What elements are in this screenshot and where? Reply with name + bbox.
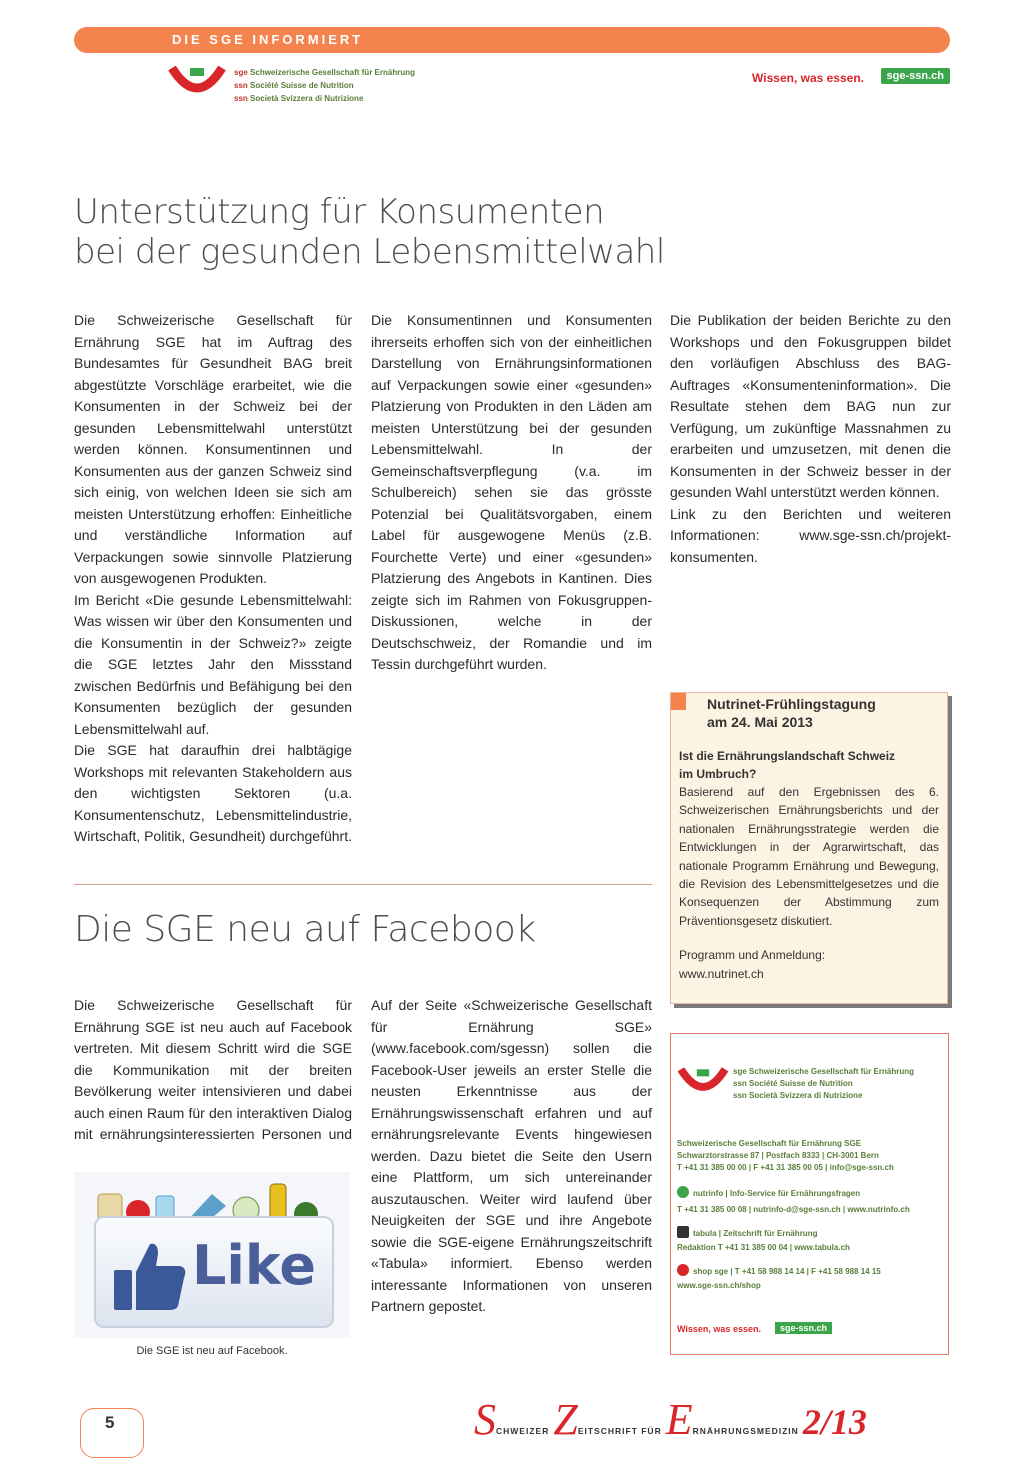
ad-address-title: Schweizerische Gesellschaft für Ernährung SGE xyxy=(677,1139,862,1148)
ad-tagline: Wissen, was essen. xyxy=(677,1324,761,1334)
paragraph: Die SGE hat daraufhin drei halbtägige Workshops mit relevanten Stakeholdern aus den wichtigsten Sektoren (u.a. Konsumentenschutz, Lebensmittelindustrie, Wirtschaft, Politik, Gesundheit) durchgeführt. xyxy=(74,742,352,844)
sge-logo xyxy=(168,62,488,106)
article-title: Die SGE neu auf Facebook xyxy=(74,909,536,950)
sge-logo-mark-icon xyxy=(677,1064,729,1094)
article-column-2 xyxy=(371,310,652,676)
event-question-line: im Umbruch? xyxy=(679,767,757,781)
logo-name: Società Svizzera di Nutrizione xyxy=(749,1091,863,1100)
ad-shop-url[interactable]: www.sge-ssn.ch/shop xyxy=(677,1281,761,1290)
article-title-line: Unterstützung für Konsumenten xyxy=(74,192,605,232)
logo-abbr: sge xyxy=(234,68,248,77)
sge-ad-box xyxy=(670,1033,949,1355)
journal-issue: 2/13 xyxy=(802,1402,867,1442)
journal-word: EITSCHRIFT FÜR xyxy=(577,1426,662,1436)
logo-name: Società Svizzera di Nutrizione xyxy=(250,94,364,103)
image-caption: Die SGE ist neu auf Facebook. xyxy=(136,1345,288,1357)
ad-website-pill[interactable]: sge-ssn.ch xyxy=(775,1322,832,1334)
logo-abbr: ssn xyxy=(234,81,248,90)
section-banner: DIE SGE INFORMIERT xyxy=(74,27,950,53)
event-link-label: Programm und Anmeldung: xyxy=(679,948,826,963)
logo-abbr: sge xyxy=(733,1067,747,1076)
event-title-line: Nutrinet-Frühlingstagung xyxy=(707,696,876,712)
ad-address: Schwarztorstrasse 87 | Postfach 8333 | CH-3001 Bern xyxy=(677,1151,879,1160)
journal-word: RNÄHRUNGSMEDIZIN xyxy=(692,1426,799,1436)
ad-contact: T +41 31 385 00 00 | F +41 31 385 00 05 | info@sge-ssn.ch xyxy=(677,1163,894,1172)
paragraph: Link zu den Berichten und weiteren Informationen: www.sge-ssn.ch/projekt-konsumenten. xyxy=(670,505,951,565)
shop-cart-icon xyxy=(677,1264,689,1276)
logo-name: Société Suisse de Nutrition xyxy=(250,81,354,90)
event-box xyxy=(670,692,948,1004)
event-title-line: am 24. Mai 2013 xyxy=(707,714,813,730)
logo-name: Société Suisse de Nutrition xyxy=(749,1079,853,1088)
article-title-line: bei der gesunden Lebensmittelwahl xyxy=(74,232,665,272)
ad-tabula-contact: Redaktion T +41 31 385 00 04 | www.tabula.ch xyxy=(677,1243,850,1252)
journal-initial: Z xyxy=(553,1395,578,1444)
logo-tagline: Wissen, was essen. xyxy=(752,71,864,85)
journal-initial: S xyxy=(474,1395,496,1444)
article-column-2 xyxy=(371,995,652,1318)
logo-abbr: ssn xyxy=(733,1079,747,1088)
event-title xyxy=(707,695,939,731)
like-label: Like xyxy=(192,1234,317,1297)
article-column-1 xyxy=(74,995,352,1145)
paragraph: Auf der Seite «Schweizerische Gesellschaft für Ernährung SGE» (www.facebook.com/sgessn) sollen die Facebook-User jeweils an erster Stelle die neusten Erkenntnisse aus der Ernährungswissenschaft erfahren und auf ernährungsrelevante Events hingewiesen werden. Dazu bietet die Seite den Usern eine Plattform, um sich untereinander auszutauschen. Weiter wird laufend über Neuigkeiten der SGE und ihre Angebote sowie die SGE-eigene Ernährungszeitschrift «Tabula» informiert. Ebenso werden interessante Informationen von unseren Partnern gepostet. xyxy=(371,997,652,1314)
paragraph: Die Konsumentinnen und Konsumenten ihrerseits erhoffen sich von der einheitlichen Darstellung von Ernährungsinformationen auf Verpackungen sowie einer «gesunden» Platzierung von Produkten in den Läden am meisten Unterstützung bei der gesunden Lebensmittelwahl. In der Gemeinschaftsverpflegung (v.a. im Schulbereich) sehen sie das grösste Potenzial bei Qualitätsvorgaben, einem Label für ausgewogene Menüs (z.B. Fourchette Verte) und einer «gesunden» Platzierung des Angebots in Kantinen. Dies zeigte sich im Rahmen von Fokusgruppen-Diskussionen, welche in der Deutschschweiz, der Romandie und im Tessin durchgeführt wurden. xyxy=(371,312,652,672)
thumbs-up-icon xyxy=(110,1234,190,1314)
logo-abbr: ssn xyxy=(733,1091,747,1100)
journal-title xyxy=(474,1394,954,1444)
event-body: Basierend auf den Ergebnissen des 6. Schweizerischen Ernährungsberichts und der nationalen Ernährungsstrategie werden die Entwicklungen in der Agrarwirtschaft, das nationale Programm Ernährung und Bewegung, die Revision des Lebensmittelgesetzes und die Konsequenzen der Abstimmung zum Präventionsgesetz diskutiert. xyxy=(679,785,939,928)
tabula-icon xyxy=(677,1226,689,1238)
ad-nutrinfo-contact: T +41 31 385 00 08 | nutrinfo-d@sge-ssn.ch | www.nutrinfo.ch xyxy=(677,1205,910,1214)
paragraph: Im Bericht «Die gesunde Lebensmittelwahl: Was wissen wir über den Konsumenten und die Konsumentin in der Schweiz?» zeigte die SGE letztes Jahr den Missstand zwischen Bedürfnis und Befähigung bei den Konsumenten bezüglich der gesunden Lebensmittelwahl auf. xyxy=(74,591,352,737)
logo-name: Schweizerische Gesellschaft für Ernährung xyxy=(250,68,415,77)
sge-logo-mark-icon xyxy=(168,62,226,96)
article-column-3 xyxy=(670,310,951,568)
info-icon xyxy=(677,1186,689,1198)
ad-nutrinfo: nutrinfo | Info-Service für Ernährungsfragen xyxy=(693,1189,861,1198)
paragraph: Die Schweizerische Gesellschaft für Ernährung SGE hat im Auftrag des Bundesamtes für Gesundheit BAG breit abgestützte Vorschläge erarbeitet, wie die Konsumenten in der Schweiz bei der gesunden Lebensmittelwahl unterstützt werden können. Konsumentinnen und Konsumenten aus der ganzen Schweiz sind sich einig, von welchen Ideen sie sich am meisten Unterstützung erhoffen: Einheitliche und verständliche Information auf Verpackungen sowie sinnvolle Platzierung von ausgewogenen Produkten. xyxy=(74,312,352,586)
event-question-line: Ist die Ernährungslandschaft Schweiz xyxy=(679,749,896,763)
facebook-like-image xyxy=(74,1172,350,1338)
logo-name: Schweizerische Gesellschaft für Ernährung xyxy=(749,1067,914,1076)
paragraph: Die Schweizerische Gesellschaft für Ernährung SGE ist neu auch auf Facebook vertreten. Mit diesem Schritt wird die SGE die Kommunikation mit der breiten Bevölkerung weiter intensivieren und dabei auch einen Raum für den interaktiven Dialog mit ernährungsinteressierten Personen und xyxy=(74,997,352,1142)
ad-shop: shop sge | T +41 58 988 14 14 | F +41 58 988 14 15 xyxy=(693,1267,881,1276)
event-question xyxy=(679,747,939,783)
event-link[interactable]: www.nutrinet.ch xyxy=(679,966,764,981)
article-column-1 xyxy=(74,310,352,848)
ad-tabula: tabula | Zeitschrift für Ernährung xyxy=(693,1229,818,1238)
journal-word: CHWEIZER xyxy=(496,1426,550,1436)
logo-abbr: ssn xyxy=(234,94,248,103)
website-pill[interactable]: sge-ssn.ch xyxy=(881,68,950,84)
paragraph: Die Publikation der beiden Berichte zu den Workshops und den Fokusgruppen bildet den vorläufigen Abschluss des BAG-Auftrages «Konsumenteninformation». Die Resultate stehen dem BAG nun zur Verfügung, um zukünftige Massnahmen zu erarbeiten und umzusetzen, mit denen die Konsumenten in der Schweiz besser in der gesunden Wahl unterstützt werden können. xyxy=(670,312,951,500)
event-marker xyxy=(671,693,686,710)
section-divider xyxy=(74,884,652,885)
article-title xyxy=(74,192,774,272)
journal-initial: E xyxy=(665,1395,693,1444)
page-number: 5 xyxy=(105,1413,115,1432)
